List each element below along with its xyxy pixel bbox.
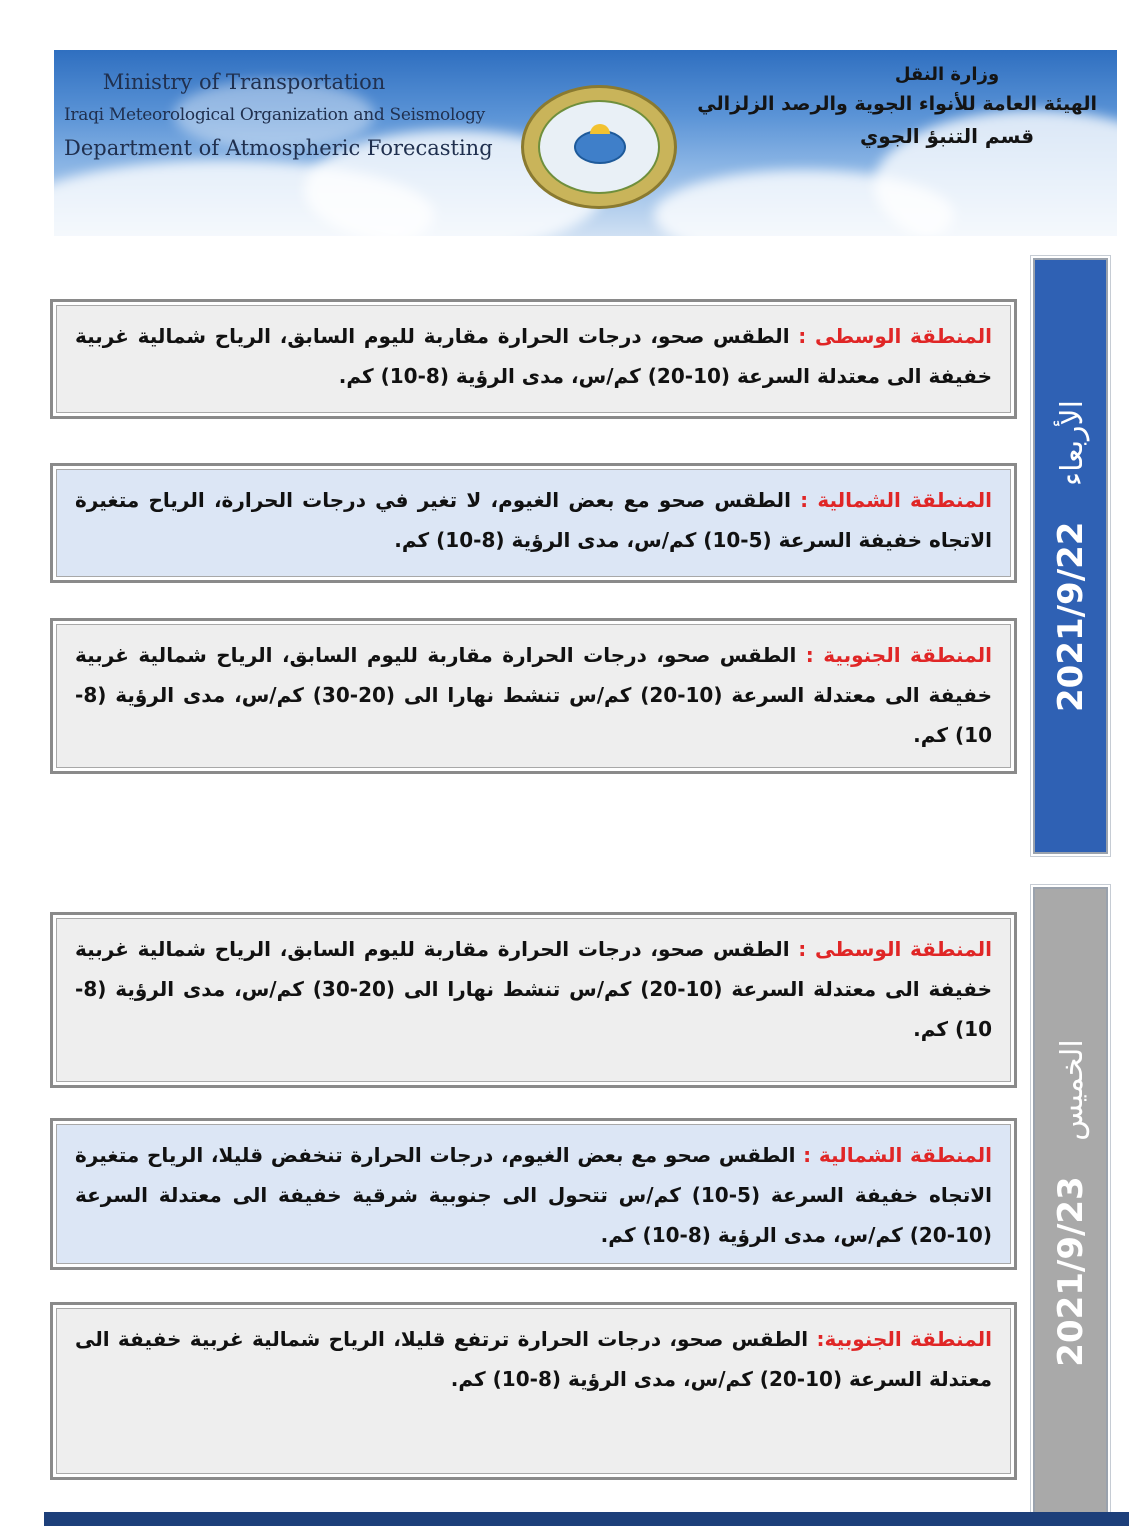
forecast-box-day2-south	[50, 1302, 1017, 1480]
forecast-text: الطقس صحو مع بعض الغيوم، درجات الحرارة تنخفض قليلا، الرياح متغيرة الاتجاه خفيفة السرعة (5-10) كم/س تتحول الى جنوبية شرقية خفيفة الى معتدلة السرعة (10-20) كم/س، مدى الرؤية (8-10) كم.	[75, 1143, 993, 1247]
header-banner	[54, 50, 1117, 236]
date-bar-day2	[1033, 887, 1108, 1519]
forecast-text: الطقس صحو، درجات الحرارة مقاربة لليوم السابق، الرياح شمالية غربية خفيفة الى معتدلة السرعة (10-20) كم/س تنشط نهارا الى (20-30) كم/س، مدى الرؤية (8-10) كم.	[75, 937, 992, 1041]
date-day1: 2021/9/22	[1050, 521, 1091, 712]
region-separator: :	[808, 1327, 825, 1351]
forecast-box-day2-north	[50, 1118, 1017, 1270]
organization-name-ar: الهيئة العامة للأنواء الجوية والرصد الزلزالي	[697, 93, 1097, 115]
region-label: المنطقة الشمالية	[817, 488, 992, 512]
ministry-name-en: Ministry of Transportation	[102, 70, 386, 94]
region-label: المنطقة الوسطى	[815, 937, 992, 961]
organization-name-en: Iraqi Meteorological Organization and Seismology	[64, 105, 485, 125]
region-label: المنطقة الجنوبية	[824, 1327, 992, 1351]
date-label-day2	[1051, 1039, 1091, 1366]
arabic-header	[697, 62, 1097, 152]
forecast-box-day1-south	[50, 618, 1017, 774]
forecast-text: الطقس صحو مع بعض الغيوم، لا تغير في درجات الحرارة، الرياح متغيرة الاتجاه خفيفة السرعة (5-10) كم/س، مدى الرؤية (8-10) كم.	[75, 488, 992, 552]
forecast-text: الطقس صحو، درجات الحرارة ترتفع قليلا، الرياح شمالية غربية خفيفة الى معتدلة السرعة (10-20) كم/س، مدى الرؤية (8-10) كم.	[75, 1327, 992, 1391]
date-day2: 2021/9/23	[1050, 1176, 1091, 1367]
forecast-box-day2-central	[50, 912, 1017, 1088]
region-label: المنطقة الجنوبية	[823, 643, 992, 667]
region-separator: :	[796, 643, 824, 667]
ministry-name-ar: وزارة النقل	[894, 64, 1000, 85]
region-label: المنطقة الوسطى	[815, 324, 992, 348]
forecast-box-day1-north	[50, 463, 1017, 583]
date-label-day1	[1051, 400, 1091, 712]
department-name-ar: قسم التنبؤ الجوي	[859, 124, 1035, 148]
english-header	[64, 66, 493, 165]
organization-logo	[521, 85, 677, 209]
region-separator: :	[790, 488, 818, 512]
forecast-box-day1-central	[50, 299, 1017, 419]
department-name-en: Department of Atmospheric Forecasting	[64, 136, 493, 160]
date-bar-day1	[1033, 258, 1108, 854]
region-separator: :	[789, 324, 816, 348]
region-separator: :	[789, 937, 816, 961]
weekday-day1: الأربعاء	[1054, 400, 1090, 487]
forecast-text: الطقس صحو، درجات الحرارة مقاربة لليوم السابق، الرياح شمالية غربية خفيفة الى معتدلة السرعة (10-20) كم/س، مدى الرؤية (8-10) كم.	[75, 324, 992, 388]
forecast-text: الطقس صحو، درجات الحرارة مقاربة لليوم السابق، الرياح شمالية غربية خفيفة الى معتدلة السرعة (10-20) كم/س تنشط نهارا الى (20-30) كم/س، مدى الرؤية (8-10) كم.	[75, 643, 992, 747]
region-label: المنطقة الشمالية	[818, 1143, 992, 1167]
weekday-day2: الخميس	[1054, 1039, 1090, 1141]
region-separator: :	[795, 1143, 819, 1167]
footer-bar	[44, 1512, 1129, 1526]
